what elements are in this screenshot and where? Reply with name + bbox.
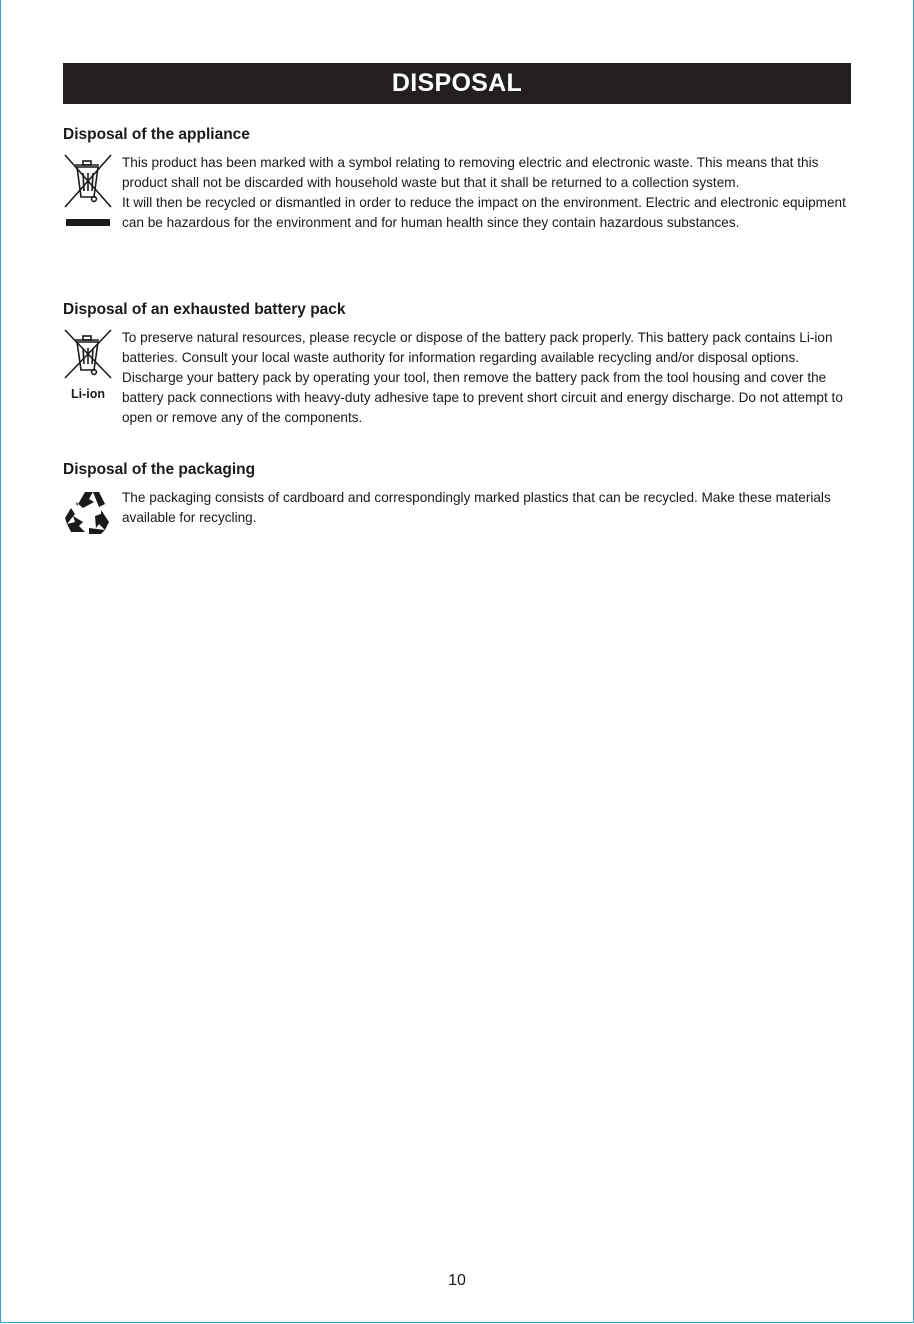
section-packaging <box>63 461 853 528</box>
section-title: Disposal of an exhausted battery pack <box>63 301 346 318</box>
crossed-out-bin-icon <box>63 153 113 238</box>
section-paragraph: It will then be recycled or dismantled in order to reduce the impact on the environment. Electric and electronic equipment can be hazardous for the environment and for human health since they contain hazardous substances. <box>122 195 846 230</box>
section-battery-pack <box>63 301 853 428</box>
crossed-out-bin-icon <box>63 328 113 401</box>
section-title: Disposal of the appliance <box>63 126 250 143</box>
section-appliance <box>63 126 853 233</box>
section-paragraph: This product has been marked with a symbol relating to removing electric and electronic waste. This means that this product shall not be discarded with household waste but that it shall be returned to a collection system. <box>122 155 819 190</box>
page-banner: DISPOSAL <box>63 63 851 104</box>
section-paragraph: To preserve natural resources, please recycle or dispose of the battery pack properly. This battery pack contains Li-ion batteries. Consult your local waste authority for information regarding available recycling and/or disposal options. Discharge your battery pack by operating your tool, then remove the battery pack from the tool housing and cover the battery pack connections with heavy-duty adhesive tape to prevent short circuit and energy discharge. Do not attempt to open or remove any of the components. <box>122 330 843 425</box>
li-ion-label: Li-ion <box>70 387 105 401</box>
recycle-icon <box>63 488 113 539</box>
page-number: 10 <box>448 1272 466 1289</box>
section-paragraph: The packaging consists of cardboard and correspondingly marked plastics that can be recycled. Make these materials available for recycling. <box>122 490 831 525</box>
section-title: Disposal of the packaging <box>63 461 256 478</box>
